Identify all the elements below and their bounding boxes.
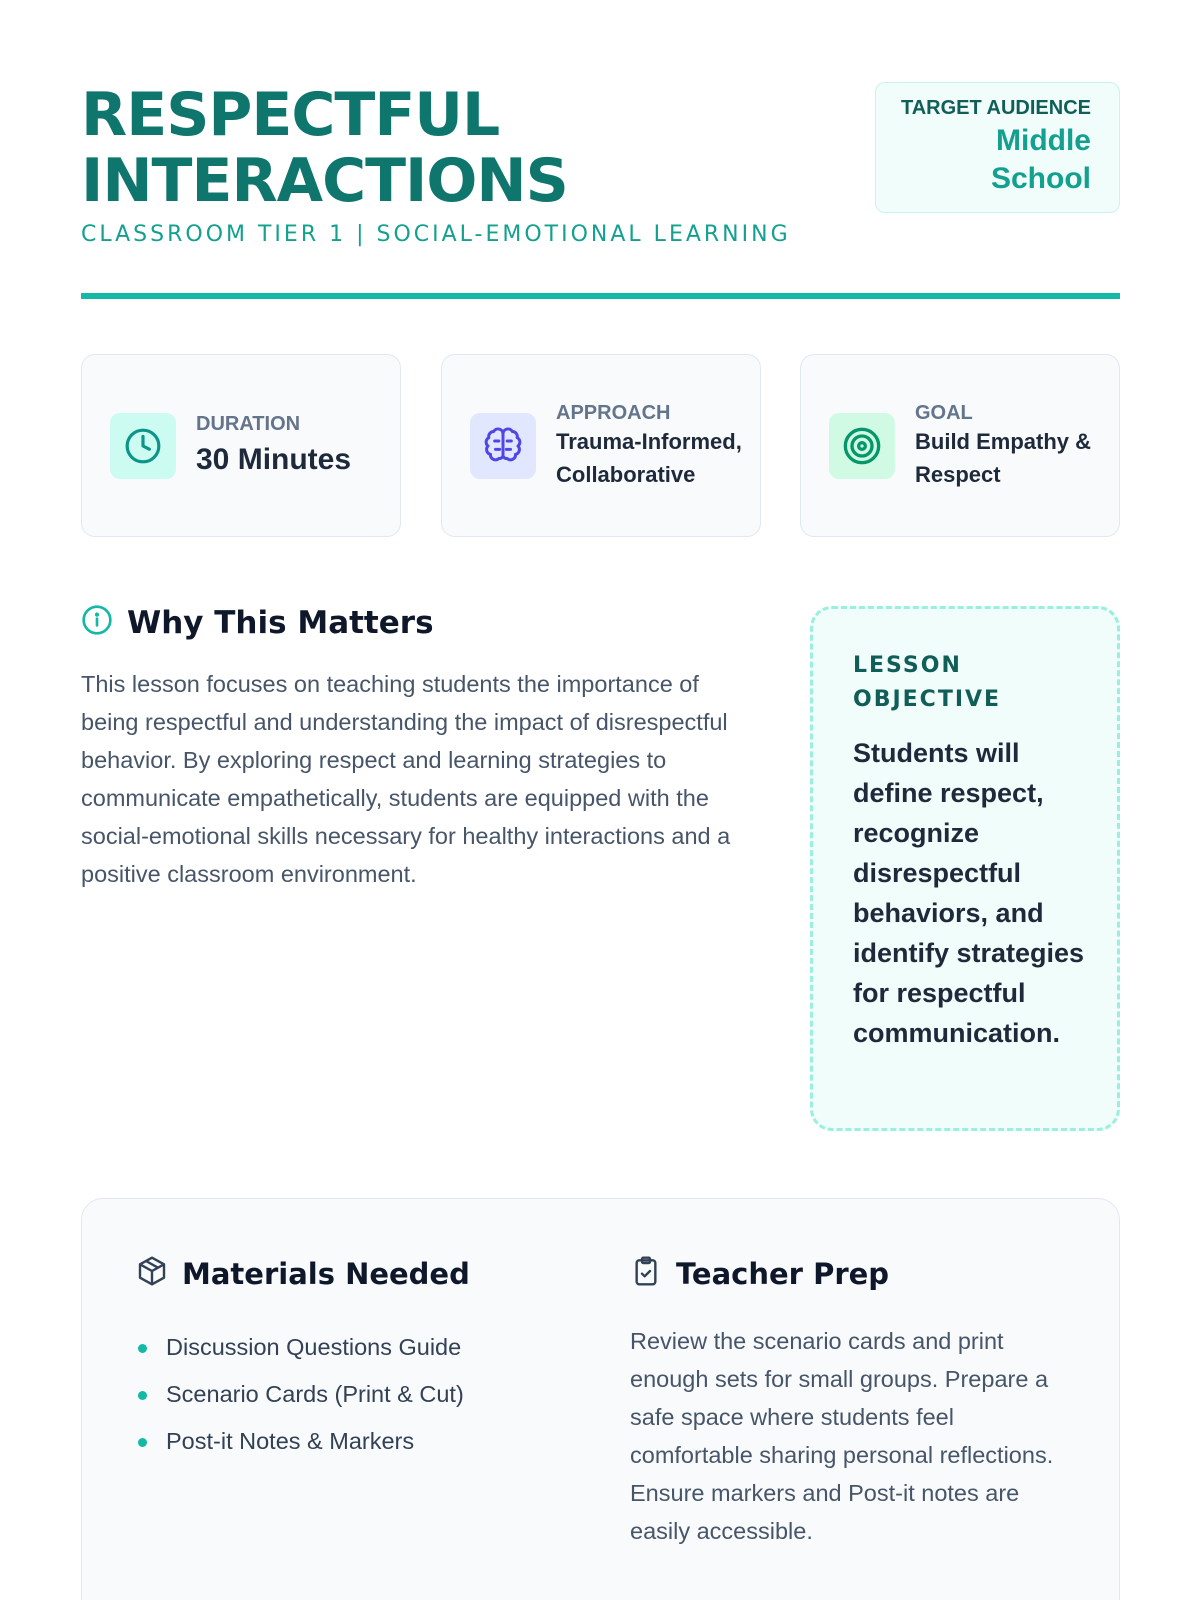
why-title: Why This Matters	[127, 604, 434, 641]
page-subtitle: CLASSROOM TIER 1 | SOCIAL-EMOTIONAL LEARNING	[81, 222, 791, 247]
audience-label: TARGET AUDIENCE	[901, 97, 1091, 119]
title-line-2: INTERACTIONS	[81, 146, 568, 216]
list-item: Post-it Notes & Markers	[136, 1418, 470, 1465]
info-icon	[81, 604, 113, 641]
list-item: Scenario Cards (Print & Cut)	[136, 1371, 470, 1418]
materials-list	[136, 1324, 470, 1465]
clock-icon	[110, 413, 176, 479]
approach-value: Trauma-Informed, Collaborative	[556, 429, 742, 487]
approach-card	[441, 354, 761, 537]
lesson-objective-box	[810, 606, 1120, 1131]
why-section	[81, 604, 761, 893]
teacher-prep-title: Teacher Prep	[676, 1256, 890, 1291]
duration-card	[81, 354, 401, 537]
goal-label: GOAL	[915, 402, 973, 424]
audience-value-line-1: Middle	[996, 124, 1091, 157]
goal-card	[800, 354, 1120, 537]
why-body: This lesson focuses on teaching students the importance of being respectful and understanding the impact of disrespectful behavior. By exploring respect and learning strategies to communicate empathetically, students are equipped with the social-emotional skills necessary for healthy interactions and a positive classroom environment.	[81, 671, 731, 887]
approach-label: APPROACH	[556, 402, 671, 424]
prep-panel	[81, 1198, 1120, 1600]
objective-label: LESSON OBJECTIVE	[853, 653, 1002, 712]
goal-value: Build Empathy & Respect	[915, 429, 1092, 487]
target-icon	[829, 413, 895, 479]
materials-title: Materials Needed	[182, 1256, 470, 1291]
cube-icon	[136, 1255, 168, 1292]
target-audience-badge	[875, 82, 1120, 213]
audience-value-line-2: School	[990, 162, 1091, 195]
objective-text: Students will define respect, recognize disrespectful behaviors, and identify strategies for respectful communication.	[853, 738, 1085, 1048]
info-cards	[81, 354, 1120, 537]
duration-label: DURATION	[196, 413, 301, 435]
teacher-prep-body: Review the scenario cards and print enough sets for small groups. Prepare a safe space where students feel comfortable sharing personal reflections. Ensure markers and Post-it notes are easily accessible.	[630, 1328, 1054, 1544]
header-divider	[81, 293, 1120, 299]
audience-value	[876, 122, 1091, 198]
teacher-prep-section	[630, 1255, 1070, 1550]
brain-icon	[470, 413, 536, 479]
title-line-1: RESPECTFUL	[81, 80, 500, 150]
clipboard-check-icon	[630, 1255, 662, 1292]
duration-value: 30 Minutes	[196, 443, 352, 476]
list-item: Discussion Questions Guide	[136, 1324, 470, 1371]
materials-section	[136, 1255, 470, 1465]
header	[81, 82, 1120, 302]
